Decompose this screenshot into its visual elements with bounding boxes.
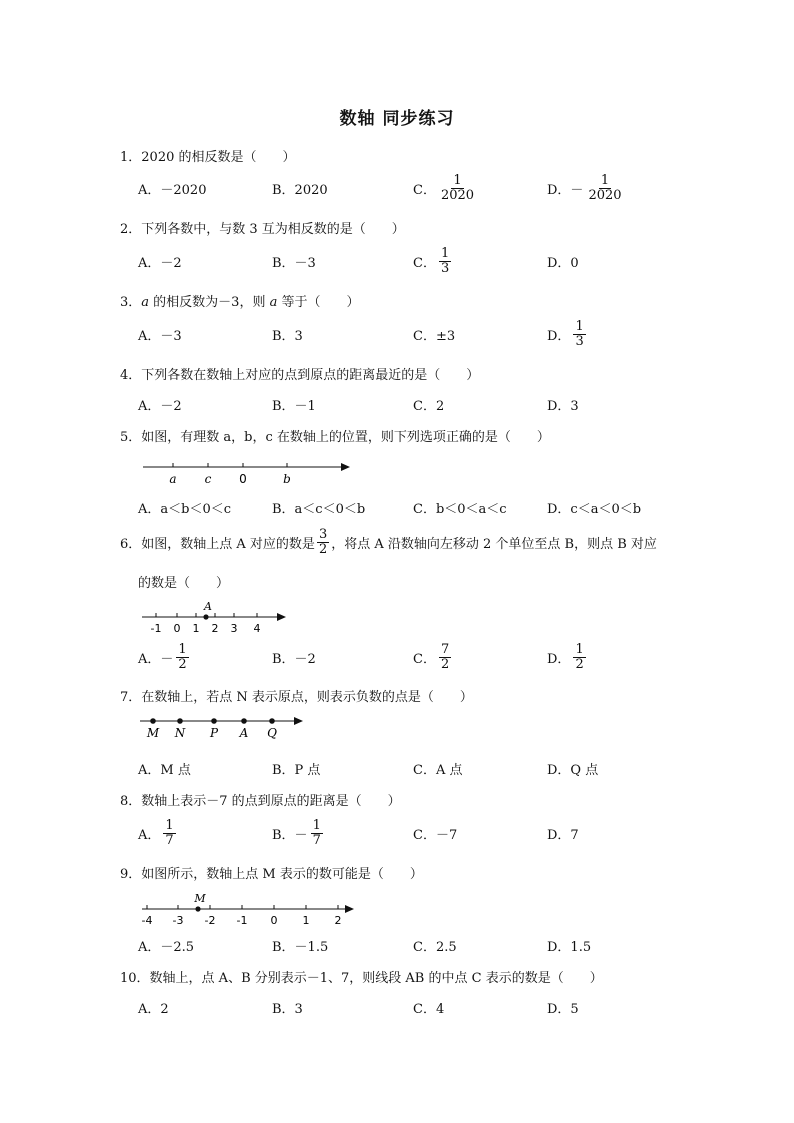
question-6-stem-line2: 的数是（ ） — [138, 576, 230, 591]
q9-option-a: A．－2.5 — [138, 939, 195, 955]
q6-number-line — [138, 597, 298, 637]
q9-option-d: D．1.5 — [547, 939, 592, 955]
question-2-stem: 2．下列各数中，与数 3 互为相反数的是（ ） — [120, 222, 405, 237]
svg-text:-2: -2 — [204, 914, 216, 927]
question-10-stem: 10．数轴上，点 A、B 分别表示－1、7，则线段 AB 的中点 C 表示的数是（ ） — [120, 971, 603, 986]
q1-option-b: B．2020 — [272, 182, 328, 198]
q10-option-a: A．2 — [138, 1001, 169, 1017]
question-3-options — [138, 317, 698, 351]
svg-text:A: A — [239, 726, 249, 740]
q5-option-b: B．a＜c＜0＜b — [272, 501, 366, 517]
page-title: 数轴 同步练习 — [339, 109, 455, 129]
svg-text:2: 2 — [211, 622, 219, 635]
q6-option-a: A．－ $\frac{1}{2}$ — [138, 641, 187, 672]
q5-option-a: A．a＜b＜0＜c — [138, 501, 232, 517]
q5-label-a: a — [169, 472, 177, 486]
svg-text:0: 0 — [173, 622, 181, 635]
q4-option-d: D．3 — [547, 398, 579, 414]
q3-option-b: B．3 — [272, 328, 303, 344]
question-6-options — [138, 640, 698, 674]
svg-text:N: N — [174, 726, 186, 740]
q9-point-label: M — [194, 892, 206, 905]
q3-option-d: D． $\frac{1}{3}$ — [547, 318, 584, 349]
q3-option-a: A．－3 — [138, 328, 182, 344]
question-1-stem: 1．2020 的相反数是（ ） — [120, 150, 296, 165]
question-7-options — [138, 751, 698, 785]
q4-option-a: A．－2 — [138, 398, 182, 414]
arrow-icon — [345, 905, 354, 913]
svg-text:-3: -3 — [172, 914, 184, 927]
svg-text:4: 4 — [253, 622, 261, 635]
question-9-stem: 9．如图所示，数轴上点 M 表示的数可能是（ ） — [120, 867, 423, 882]
q1-option-d: D．－ $\frac{1}{2020}$ — [547, 172, 622, 203]
q3-option-c: C．±3 — [413, 328, 456, 344]
question-7-stem: 7．在数轴上，若点 N 表示原点，则表示负数的点是（ ） — [120, 690, 473, 705]
q6-point-label: A — [204, 600, 212, 613]
arrow-icon — [277, 613, 286, 621]
question-2-options — [138, 244, 698, 278]
q8-option-c: C．－7 — [413, 827, 458, 843]
q5-label-c: c — [204, 472, 212, 486]
question-4-options — [138, 387, 698, 421]
q7-option-b: B．P 点 — [272, 762, 321, 778]
q6-option-c: C． $\frac{7}{2}$ — [413, 641, 450, 672]
q7-option-c: C．A 点 — [413, 762, 463, 778]
q10-option-b: B．3 — [272, 1001, 303, 1017]
arrow-icon — [294, 717, 303, 725]
svg-text:1: 1 — [302, 914, 310, 927]
q8-option-a: A． $\frac{1}{7}$ — [138, 817, 174, 848]
q7-number-line — [138, 712, 308, 742]
svg-text:-4: -4 — [141, 914, 153, 927]
q2-option-a: A．－2 — [138, 255, 182, 271]
q8-option-d: D．7 — [547, 827, 579, 843]
q7-option-a: A．M 点 — [138, 762, 191, 778]
q6-option-d: D． $\frac{1}{2}$ — [547, 641, 584, 672]
q5-label-b: b — [283, 472, 291, 486]
question-10-options — [138, 990, 698, 1024]
q1-option-c: C． $\frac{1}{2020}$ — [413, 172, 475, 203]
q10-option-d: D．5 — [547, 1001, 579, 1017]
q7-option-d: D．Q 点 — [547, 762, 599, 778]
question-8-stem: 8．数轴上表示－7 的点到原点的距离是（ ） — [120, 794, 401, 809]
q4-option-c: C．2 — [413, 398, 445, 414]
svg-text:P: P — [209, 726, 219, 740]
svg-text:0: 0 — [270, 914, 278, 927]
q9-option-b: B．－1.5 — [272, 939, 329, 955]
q9-point-m — [195, 906, 200, 911]
q5-number-line — [138, 454, 358, 488]
q6-option-b: B．－2 — [272, 651, 316, 667]
q8-option-b: B．－ $\frac{1}{7}$ — [272, 817, 321, 848]
question-5-stem: 5．如图，有理数 a，b，c 在数轴上的位置，则下列选项正确的是（ ） — [120, 430, 550, 445]
question-5-options — [138, 490, 698, 524]
q9-option-c: C．2.5 — [413, 939, 457, 955]
svg-text:-1: -1 — [150, 622, 162, 635]
q6-point-a — [203, 614, 208, 619]
q10-option-c: C．4 — [413, 1001, 445, 1017]
svg-text:3: 3 — [230, 622, 238, 635]
question-4-stem: 4．下列各数在数轴上对应的点到原点的距离最近的是（ ） — [120, 368, 480, 383]
svg-text:2: 2 — [334, 914, 342, 927]
arrow-icon — [341, 463, 350, 471]
q2-option-b: B．－3 — [272, 255, 316, 271]
svg-text:1: 1 — [192, 622, 200, 635]
question-8-options — [138, 816, 698, 850]
q5-option-c: C．b＜0＜a＜c — [413, 501, 507, 517]
svg-text:-1: -1 — [236, 914, 248, 927]
question-1-options — [138, 171, 698, 205]
q5-label-0: 0 — [239, 472, 247, 486]
question-3-stem: 3．a 的相反数为－3，则 a 等于（ ） — [120, 295, 360, 310]
q4-option-b: B．－1 — [272, 398, 316, 414]
q9-number-line — [138, 888, 358, 928]
q1-option-a: A．－2020 — [138, 182, 207, 198]
question-6-stem: 6．如图，数轴上点 A 对应的数是 $\frac{3}{2}$ ，将点 A 沿数轴向左移动 2 个单位至点 B，则点 B 对应 — [120, 527, 657, 557]
q5-option-d: D．c＜a＜0＜b — [547, 501, 642, 517]
question-9-options — [138, 928, 698, 962]
q2-option-d: D．0 — [547, 255, 579, 271]
svg-text:M: M — [146, 726, 160, 740]
q2-option-c: C． $\frac{1}{3}$ — [413, 245, 450, 276]
svg-text:Q: Q — [267, 726, 277, 740]
